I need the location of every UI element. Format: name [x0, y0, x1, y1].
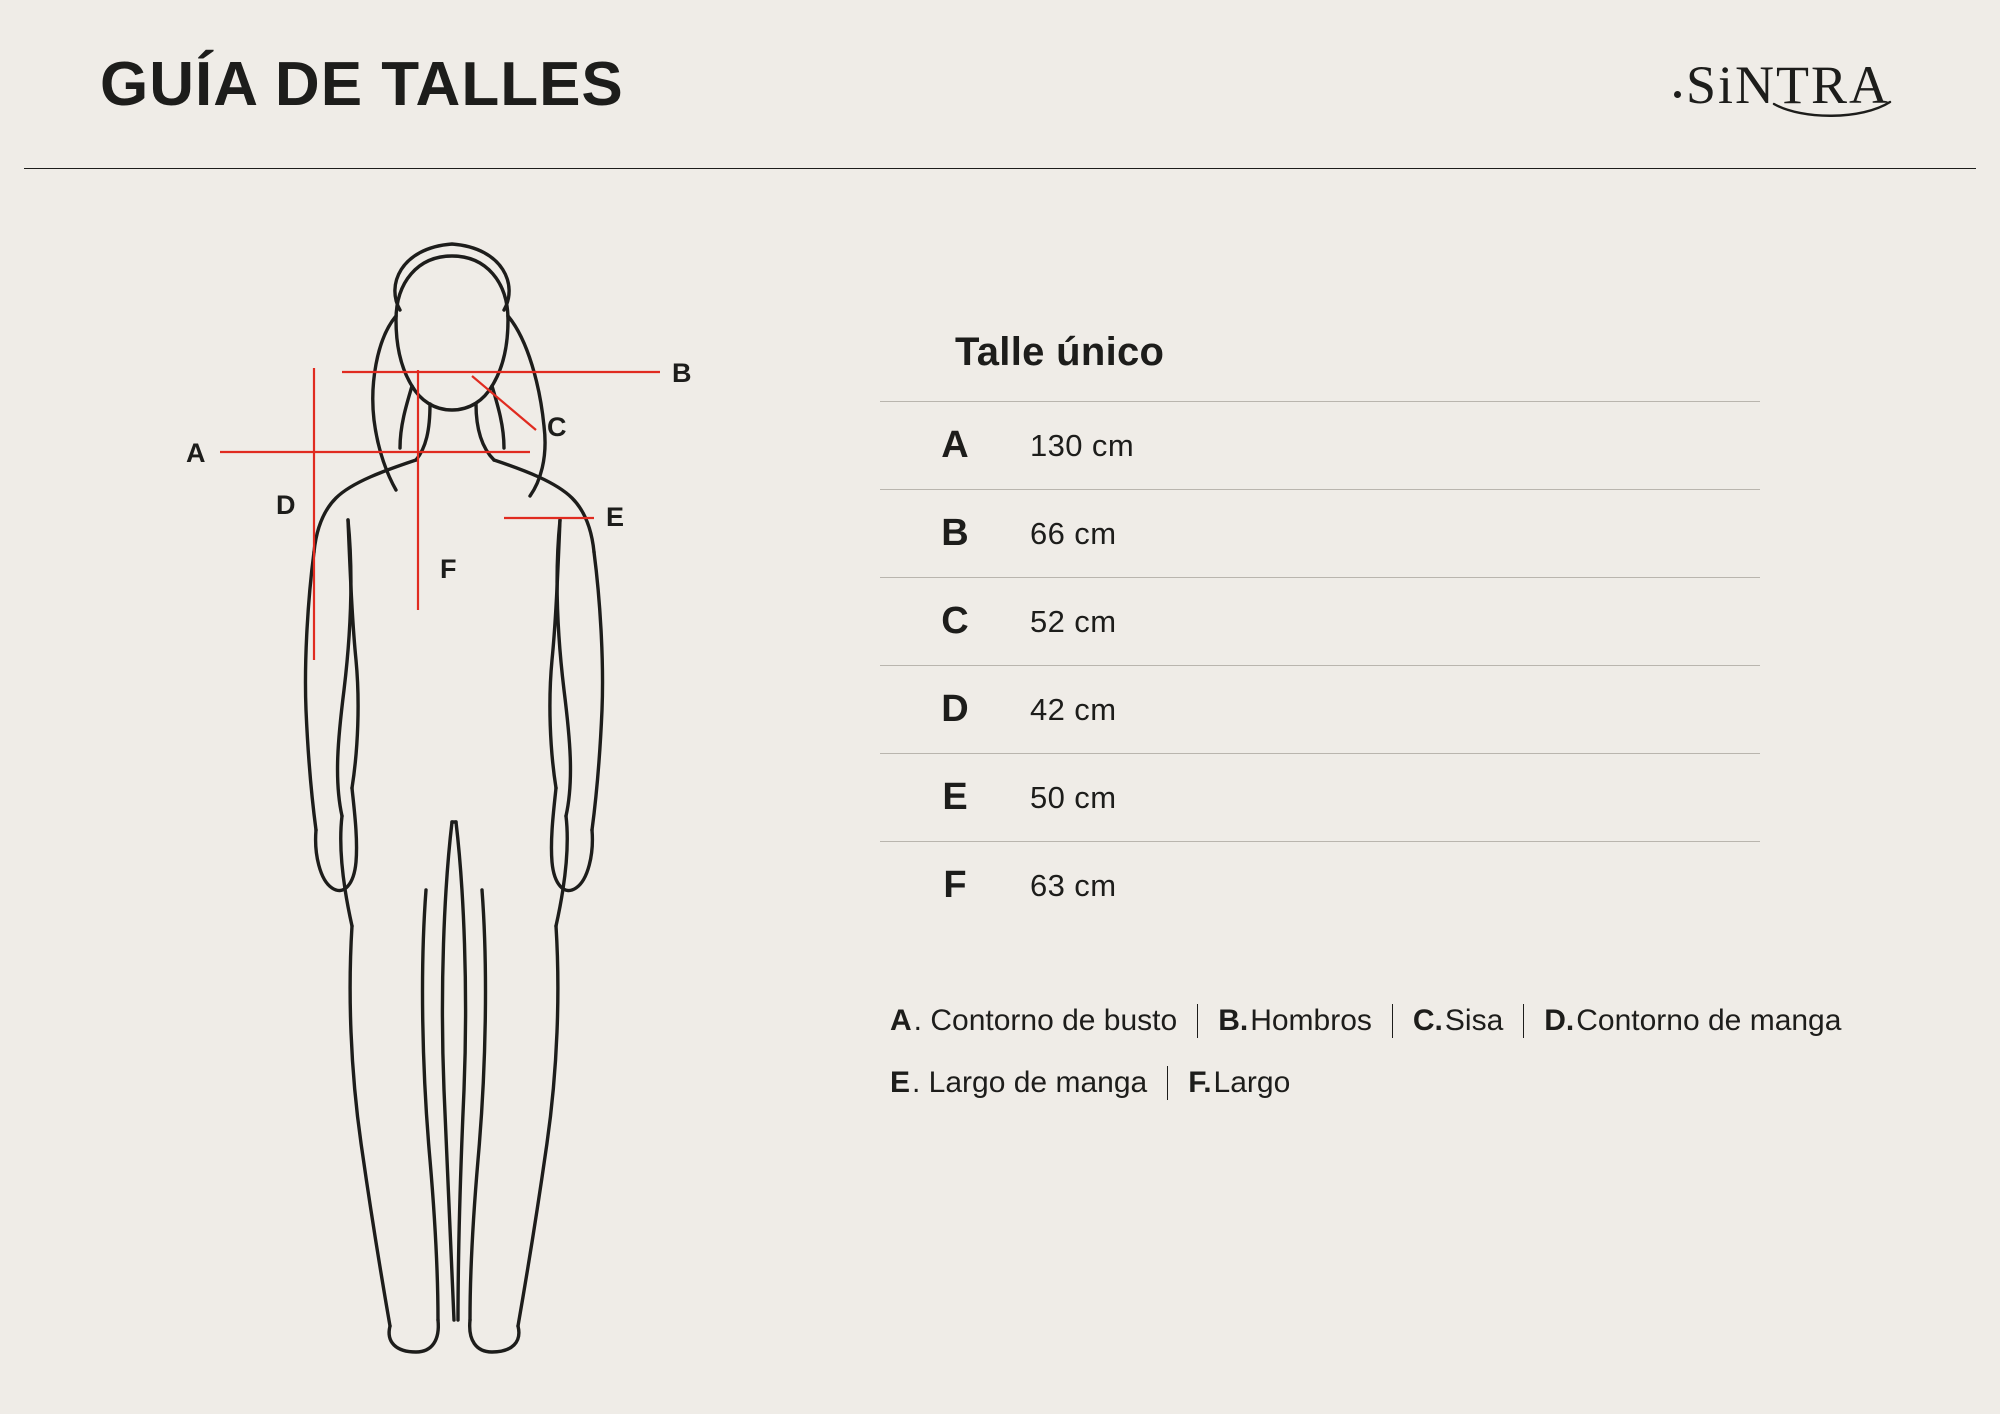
table-title: Talle único: [955, 330, 1165, 374]
legend-item-c: [1393, 1004, 1523, 1038]
figure-label-e: E: [606, 502, 625, 532]
legend: [890, 1004, 1900, 1100]
row-value: 52 cm: [1030, 603, 1117, 639]
legend-label-a: . Contorno de busto: [913, 1004, 1178, 1037]
female-body-outline-icon: [100, 190, 840, 1380]
page-content: [100, 170, 1900, 1380]
row-value: 63 cm: [1030, 867, 1117, 903]
legend-key-e: E: [890, 1066, 911, 1099]
legend-item-d: [1524, 1004, 1861, 1038]
legend-label-e: . Largo de manga: [912, 1066, 1148, 1099]
figure-column: [100, 190, 840, 1380]
brand-name: SiNTRA: [1685, 55, 1890, 115]
table-row: [880, 754, 1760, 842]
table-row: [880, 578, 1760, 666]
row-key: A: [941, 424, 969, 466]
legend-key-c: C.: [1412, 1004, 1443, 1037]
row-value: 50 cm: [1030, 779, 1117, 815]
legend-key-a: A: [890, 1004, 912, 1037]
legend-key-b: B.: [1218, 1004, 1249, 1037]
brand-logo: [1674, 55, 1900, 115]
brand-swoosh-icon: [1772, 100, 1892, 118]
legend-item-e: [890, 1066, 1167, 1100]
legend-label-c: Sisa: [1444, 1004, 1504, 1037]
legend-row-2: [890, 1066, 1900, 1100]
legend-item-b: [1198, 1004, 1392, 1038]
legend-row-1: [890, 1004, 1900, 1038]
figure-label-b: B: [672, 358, 692, 388]
legend-label-f: Largo: [1213, 1066, 1291, 1099]
table-row: [880, 490, 1760, 578]
brand-dot-icon: [1674, 91, 1681, 98]
page-header: [100, 0, 1900, 170]
measurements-table: [880, 401, 1760, 929]
row-value: 130 cm: [1030, 427, 1135, 463]
figure-illustration: [100, 190, 840, 1380]
table-row: [880, 842, 1760, 930]
legend-key-f: F.: [1188, 1066, 1212, 1099]
row-key: D: [941, 688, 969, 730]
page-title: GUÍA DE TALLES: [100, 50, 624, 119]
figure-label-f: F: [440, 554, 457, 584]
table-row: [880, 666, 1760, 754]
measurements-column: [840, 190, 1900, 1380]
legend-key-d: D.: [1544, 1004, 1575, 1037]
figure-label-c: C: [547, 412, 567, 442]
legend-label-b: Hombros: [1250, 1004, 1372, 1037]
row-key: B: [941, 512, 969, 554]
table-row: [880, 402, 1760, 490]
legend-item-a: [890, 1004, 1197, 1038]
row-value: 42 cm: [1030, 691, 1117, 727]
row-key: C: [941, 600, 969, 642]
row-key: F: [943, 864, 967, 906]
figure-label-d: D: [276, 490, 296, 520]
row-value: 66 cm: [1030, 515, 1117, 551]
figure-label-a: A: [186, 438, 206, 468]
legend-label-d: Contorno de manga: [1576, 1004, 1842, 1037]
row-key: E: [942, 776, 968, 818]
header-divider: [24, 168, 1976, 169]
legend-item-f: [1168, 1066, 1310, 1100]
